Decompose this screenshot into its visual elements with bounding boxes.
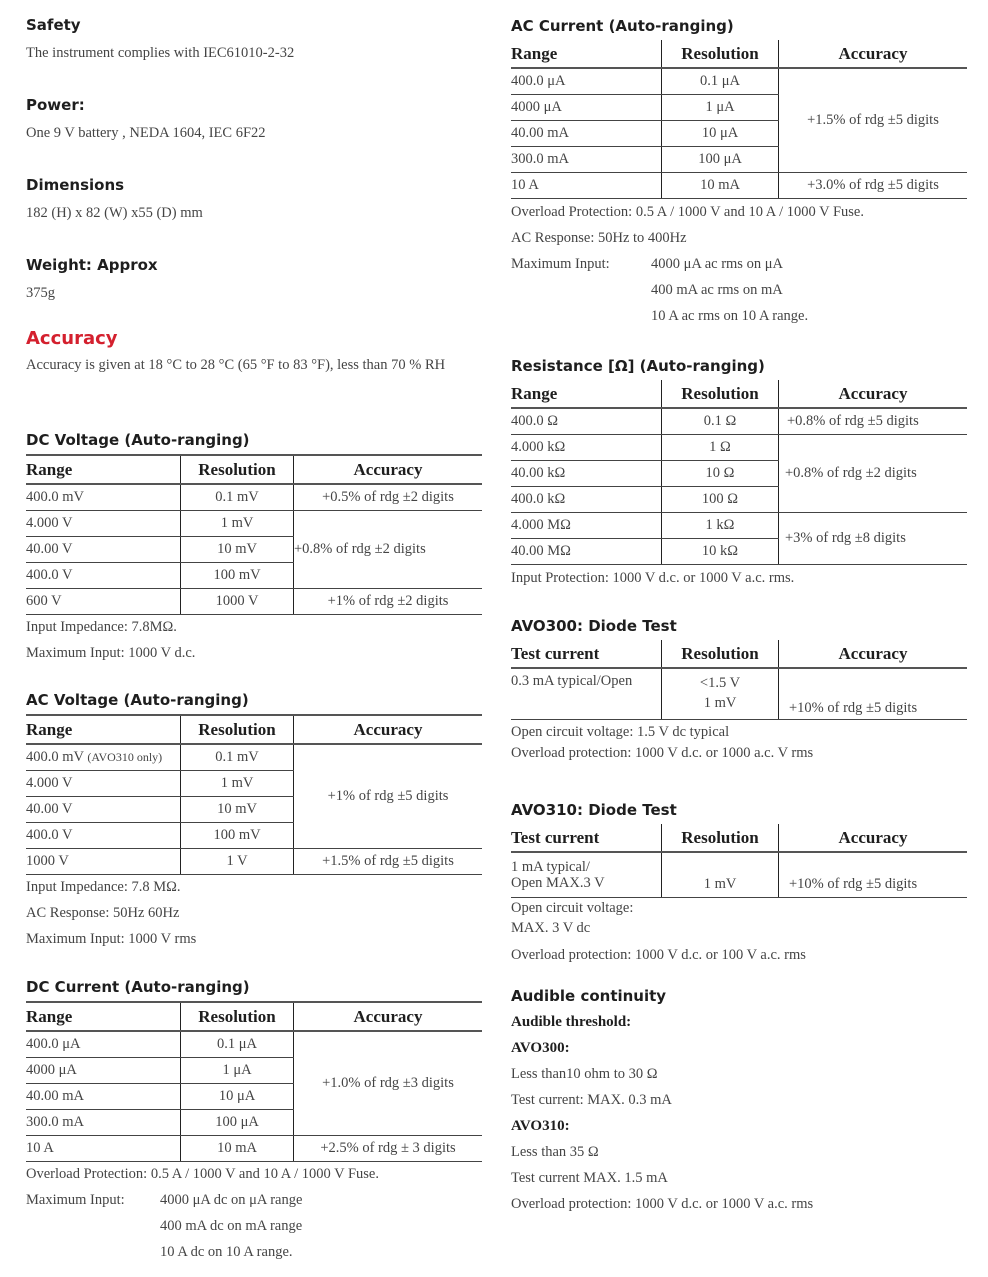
range-cell [26,744,181,771]
dc-current-overload: Overload Protection: 0.5 A / 1000 V and 10 A / 1000 V Fuse. [26,1166,379,1182]
col-header-resolution: Resolution [662,40,779,68]
accuracy-section [26,329,482,375]
test-current-cell: 0.3 mA typical/Open [511,668,662,720]
col-header-test-current: Test current [511,640,662,668]
resolution-cell: 0.1 Ω [662,408,779,435]
range-cell: 400.0 μA [511,68,662,95]
max-input-value: 400 mA dc on mA range [160,1218,303,1234]
resolution-cell: 100 mV [181,823,294,849]
range-cell: 40.00 mA [511,121,662,147]
col-header-range: Range [26,715,181,744]
accuracy-cell: +0.8% of rdg ±5 digits [779,408,968,435]
accuracy-heading: Accuracy [26,328,118,349]
power-text: One 9 V battery , NEDA 1604, IEC 6F22 [26,125,266,141]
resistance-note: Input Protection: 1000 V d.c. or 1000 V a.c. rms. [511,570,795,586]
dimensions-text: 182 (H) x 82 (W) x55 (D) mm [26,205,203,221]
ac-current-response: AC Response: 50Hz to 400Hz [511,230,687,246]
col-header-resolution: Resolution [662,380,779,408]
range-cell: 300.0 mA [511,147,662,173]
col-header-range: Range [26,455,181,484]
resistance-heading: Resistance [Ω] (Auto-ranging) [511,357,765,375]
dc-voltage-heading: DC Voltage (Auto-ranging) [26,431,250,449]
resolution-line: <1.5 V [699,675,741,691]
accuracy-cell: +0.8% of rdg ±2 digits [294,511,483,589]
range-cell: 400.0 V [26,823,181,849]
accuracy-cell: +3% of rdg ±8 digits [779,513,968,565]
col-header-test-current: Test current [511,824,662,852]
table-row [26,589,482,615]
range-cell: 10 A [26,1136,181,1162]
resolution-cell: 100 μA [181,1110,294,1136]
dc-current-section [26,977,482,1262]
dimensions-section [26,175,203,223]
resolution-cell: 10 mV [181,537,294,563]
weight-heading: Weight: Approx [26,256,158,274]
range-cell: 4000 μA [26,1058,181,1084]
accuracy-cell: +1% of rdg ±5 digits [294,744,483,849]
accuracy-cell: +2.5% of rdg ± 3 digits [294,1136,483,1162]
threshold-label: Audible threshold: [511,1014,632,1030]
diode-avo310-table [511,824,967,898]
accuracy-cell: +10% of rdg ±5 digits [779,852,968,898]
resolution-cell: 1 V [181,849,294,875]
col-header-accuracy: Accuracy [779,380,968,408]
dc-voltage-table [26,454,482,615]
resolution-cell: 10 kΩ [662,539,779,565]
accuracy-cell: +1.5% of rdg ±5 digits [779,68,968,173]
resistance-section [511,356,967,588]
accuracy-cell: +3.0% of rdg ±5 digits [779,173,968,199]
accuracy-cell: +1.5% of rdg ±5 digits [294,849,483,875]
col-header-resolution: Resolution [662,824,779,852]
col-header-accuracy: Accuracy [779,640,968,668]
test-current-cell [511,852,662,898]
dc-voltage-section [26,430,482,663]
resolution-cell: 1 mV [662,852,779,898]
ac-voltage-section [26,690,482,949]
resolution-cell [662,668,779,720]
col-header-accuracy: Accuracy [779,824,968,852]
range-cell: 40.00 kΩ [511,461,662,487]
resolution-cell: 10 μA [181,1084,294,1110]
ac-current-overload: Overload Protection: 0.5 A / 1000 V and 10 A / 1000 V Fuse. [511,204,864,220]
table-row [26,511,482,537]
range-cell: 600 V [26,589,181,615]
diode-avo310-note: Open circuit voltage: [511,900,634,916]
diode-avo310-note: MAX. 3 V dc [511,920,591,936]
resolution-cell: 100 μA [662,147,779,173]
accuracy-text: Accuracy is given at 18 °C to 28 °C (65 °F to 83 °F), less than 70 % RH [26,357,446,373]
table-row [26,484,482,511]
accuracy-cell: +10% of rdg ±5 digits [779,668,968,720]
table-row [26,1031,482,1058]
ac-voltage-note: AC Response: 50Hz 60Hz [26,905,180,921]
avo310-line: Less than 35 Ω [511,1144,599,1160]
range-cell: 40.00 V [26,537,181,563]
table-row [511,68,967,95]
avo310-line: Test current MAX. 1.5 mA [511,1170,668,1186]
resolution-cell: 1 mV [181,771,294,797]
range-cell: 400.0 μA [26,1031,181,1058]
resolution-cell: 1 kΩ [662,513,779,539]
range-cell: 4.000 kΩ [511,435,662,461]
dc-voltage-note: Maximum Input: 1000 V d.c. [26,645,196,661]
continuity-heading: Audible continuity [511,987,667,1005]
table-row [511,668,967,720]
range-cell: 4.000 MΩ [511,513,662,539]
diode-avo310-heading: AVO310: Diode Test [511,801,677,819]
col-header-resolution: Resolution [181,455,294,484]
ac-current-heading: AC Current (Auto-ranging) [511,17,734,35]
accuracy-cell: +0.8% of rdg ±2 digits [779,435,968,513]
continuity-overload: Overload protection: 1000 V d.c. or 1000 V a.c. rms [511,1196,814,1212]
test-current-line: 1 mA typical/ [511,859,590,875]
dc-current-max-input [26,1190,482,1262]
power-section [26,95,266,143]
diode-avo300-section [511,616,967,763]
diode-avo300-note: Open circuit voltage: 1.5 V dc typical [511,724,730,740]
resolution-cell: 10 mV [181,797,294,823]
avo310-label: AVO310: [511,1118,570,1134]
col-header-range: Range [26,1002,181,1031]
range-cell: 4.000 V [26,771,181,797]
diode-avo300-heading: AVO300: Diode Test [511,617,677,635]
max-input-value: 10 A dc on 10 A range. [160,1244,293,1260]
range-cell: 300.0 mA [26,1110,181,1136]
resolution-cell: 0.1 μA [662,68,779,95]
max-input-value: 4000 μA ac rms on μA [651,256,783,272]
range-cell: 4000 μA [511,95,662,121]
weight-text: 375g [26,285,55,301]
accuracy-cell: +1% of rdg ±2 digits [294,589,483,615]
safety-text: The instrument complies with IEC61010-2-32 [26,45,295,61]
col-header-resolution: Resolution [662,640,779,668]
range-note: (AVO310 only) [87,750,163,764]
power-heading: Power: [26,96,85,114]
table-row [511,513,967,539]
resolution-cell: 1 μA [181,1058,294,1084]
table-row [511,852,967,898]
range-cell: 40.00 MΩ [511,539,662,565]
dc-voltage-note: Input Impedance: 7.8MΩ. [26,619,177,635]
diode-avo310-note: Overload protection: 1000 V d.c. or 100 V a.c. rms [511,947,806,963]
resolution-cell: 0.1 mV [181,484,294,511]
resolution-cell: 1000 V [181,589,294,615]
table-row [511,435,967,461]
col-header-range: Range [511,40,662,68]
col-header-accuracy: Accuracy [779,40,968,68]
resistance-table [511,380,967,565]
max-input-values [160,1190,302,1262]
range-cell: 400.0 V [26,563,181,589]
resolution-cell: 0.1 μA [181,1031,294,1058]
safety-section [26,15,294,63]
ac-voltage-table [26,714,482,875]
diode-avo300-note: Overload protection: 1000 V d.c. or 1000 a.c. V rms [511,745,814,761]
ac-current-table [511,40,967,199]
avo300-line: Less than10 ohm to 30 Ω [511,1066,658,1082]
col-header-range: Range [511,380,662,408]
range-cell: 10 A [511,173,662,199]
diode-avo300-table [511,640,967,720]
range-cell: 4.000 V [26,511,181,537]
table-row [26,744,482,771]
resolution-cell: 100 Ω [662,487,779,513]
table-row [26,849,482,875]
max-input-value: 400 mA ac rms on mA [651,282,783,298]
safety-heading: Safety [26,16,81,34]
resolution-cell: 1 μA [662,95,779,121]
table-row [26,1136,482,1162]
table-row [511,408,967,435]
dimensions-heading: Dimensions [26,176,125,194]
accuracy-cell: +1.0% of rdg ±3 digits [294,1031,483,1136]
max-input-label: Maximum Input: [26,1192,125,1208]
max-input-values [651,254,808,326]
resolution-cell: 10 mA [662,173,779,199]
range-cell: 40.00 V [26,797,181,823]
test-current-line: Open MAX.3 V [511,875,605,891]
col-header-accuracy: Accuracy [294,1002,483,1031]
table-row [511,173,967,199]
range-cell: 40.00 mA [26,1084,181,1110]
max-input-value: 4000 μA dc on μA range [160,1192,303,1208]
ac-voltage-heading: AC Voltage (Auto-ranging) [26,691,249,709]
accuracy-cell: +0.5% of rdg ±2 digits [294,484,483,511]
col-header-accuracy: Accuracy [294,455,483,484]
col-header-accuracy: Accuracy [294,715,483,744]
range-value: 400.0 mV [26,749,84,765]
dc-current-heading: DC Current (Auto-ranging) [26,978,250,996]
max-input-label: Maximum Input: [511,256,610,272]
avo300-label: AVO300: [511,1040,570,1056]
max-input-value: 10 A ac rms on 10 A range. [651,308,809,324]
range-cell: 1000 V [26,849,181,875]
resolution-cell: 1 Ω [662,435,779,461]
range-cell: 400.0 Ω [511,408,662,435]
resolution-line: 1 mV [703,695,737,711]
resolution-cell: 0.1 mV [181,744,294,771]
continuity-section [511,986,813,1214]
col-header-resolution: Resolution [181,1002,294,1031]
diode-avo310-section [511,800,967,965]
ac-voltage-note: Input Impedance: 7.8 MΩ. [26,879,181,895]
resolution-cell: 1 mV [181,511,294,537]
ac-current-max-input [511,254,967,326]
resolution-cell: 100 mV [181,563,294,589]
weight-section [26,255,158,303]
range-cell: 400.0 mV [26,484,181,511]
ac-current-section [511,16,967,326]
range-cell: 400.0 kΩ [511,487,662,513]
resolution-cell: 10 mA [181,1136,294,1162]
resolution-cell: 10 μA [662,121,779,147]
resolution-cell: 10 Ω [662,461,779,487]
col-header-resolution: Resolution [181,715,294,744]
dc-current-table [26,1001,482,1162]
avo300-line: Test current: MAX. 0.3 mA [511,1092,672,1108]
ac-voltage-note: Maximum Input: 1000 V rms [26,931,197,947]
